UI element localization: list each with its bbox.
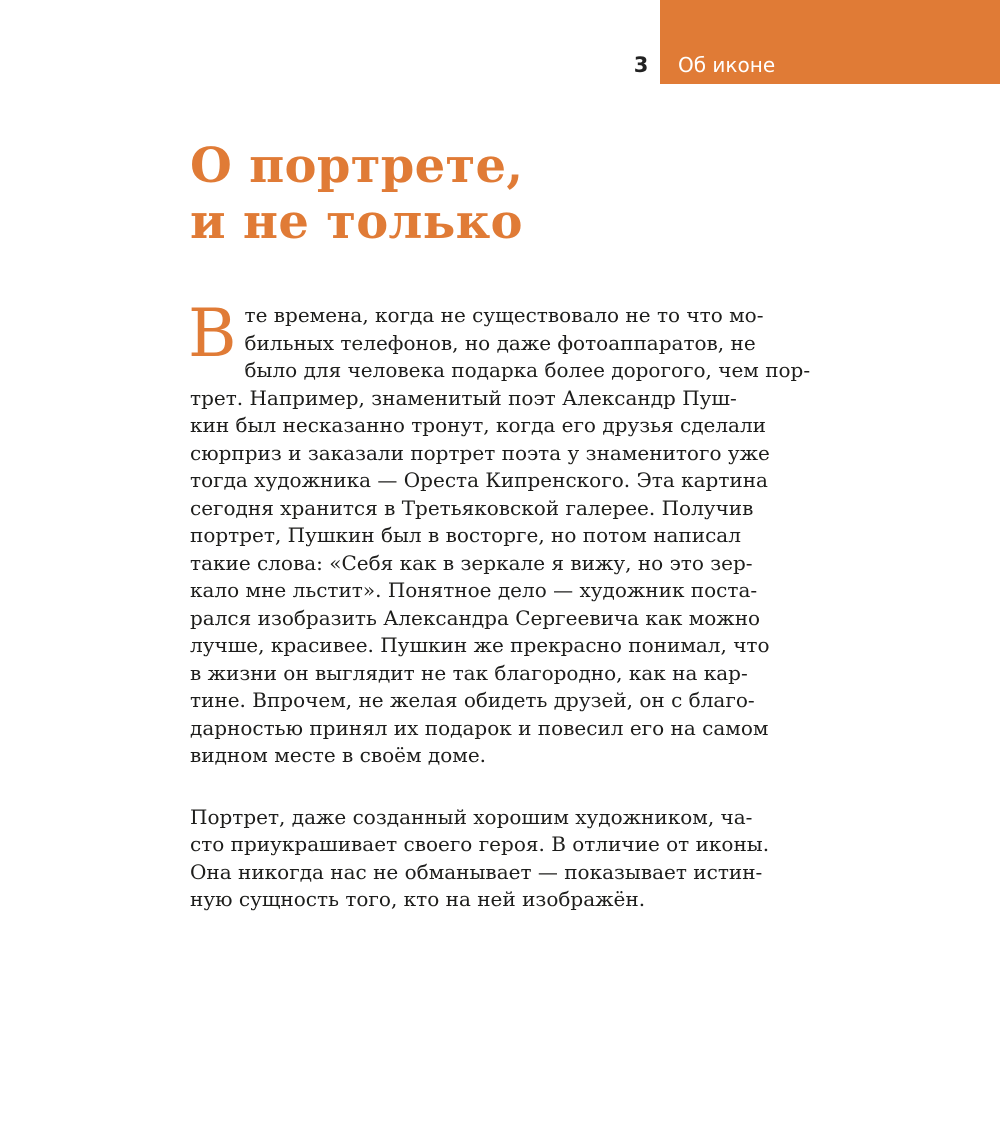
text-line: Она никогда нас не обманывает — показывает истин-: [190, 859, 763, 884]
text-line: в жизни он выглядит не так благородно, как на кар-: [190, 660, 748, 685]
text-line: сегодня хранится в Третьяковской галерее. Получив: [190, 495, 754, 520]
text-line: кало мне льстит». Понятное дело — художник поста-: [190, 578, 758, 602]
text-line: Портрет, даже созданный хорошим художником, ча-: [190, 804, 753, 829]
text-line: кин был несказанно тронут, когда его друзья сделали: [190, 413, 767, 437]
text-line: портрет, Пушкин был в восторге, но потом написал: [190, 523, 741, 547]
text-line: трет. Например, знаменитый поэт Александр Пуш-: [190, 385, 737, 410]
section-title: Об иконе: [678, 53, 776, 77]
text-line: сто приукрашивает своего героя. В отличие от иконы.: [190, 832, 770, 856]
text-line: лучше, красивее. Пушкин же прекрасно понимал, что: [190, 633, 770, 657]
text-line: бильных телефонов, но даже фотоаппаратов, не: [244, 330, 756, 355]
page-number: 3: [633, 53, 649, 77]
article-body: [188, 295, 820, 914]
text-line: тогда художника — Ореста Кипренского. Эта картина: [190, 468, 768, 492]
drop-cap: В: [188, 295, 237, 372]
text-line: сюрприз и заказали портрет поэта у знаменитого уже: [190, 440, 770, 465]
text-line: те времена, когда не существовало не то что мо-: [244, 303, 764, 327]
text-line: такие слова: «Себя как в зеркале я вижу, но это зер-: [190, 550, 753, 575]
text-line: дарностью принял их подарок и повесил его на самом: [190, 715, 769, 740]
section-header-tab: [660, 0, 1000, 84]
text-line: было для человека подарка более дорогого, чем пор-: [244, 358, 811, 382]
text-line: рался изобразить Александра Сергеевича как можно: [190, 605, 761, 630]
paragraph-1: [188, 295, 820, 770]
text-line: тине. Впрочем, не желая обидеть друзей, он с благо-: [190, 688, 755, 712]
title-line: и не только: [190, 194, 523, 250]
paragraph-2: [190, 804, 820, 914]
text-line: ную сущность того, кто на ней изображён.: [190, 887, 646, 911]
text-line: видном месте в своём доме.: [190, 743, 487, 767]
article-title: [190, 138, 523, 250]
title-line: О портрете,: [190, 138, 524, 194]
